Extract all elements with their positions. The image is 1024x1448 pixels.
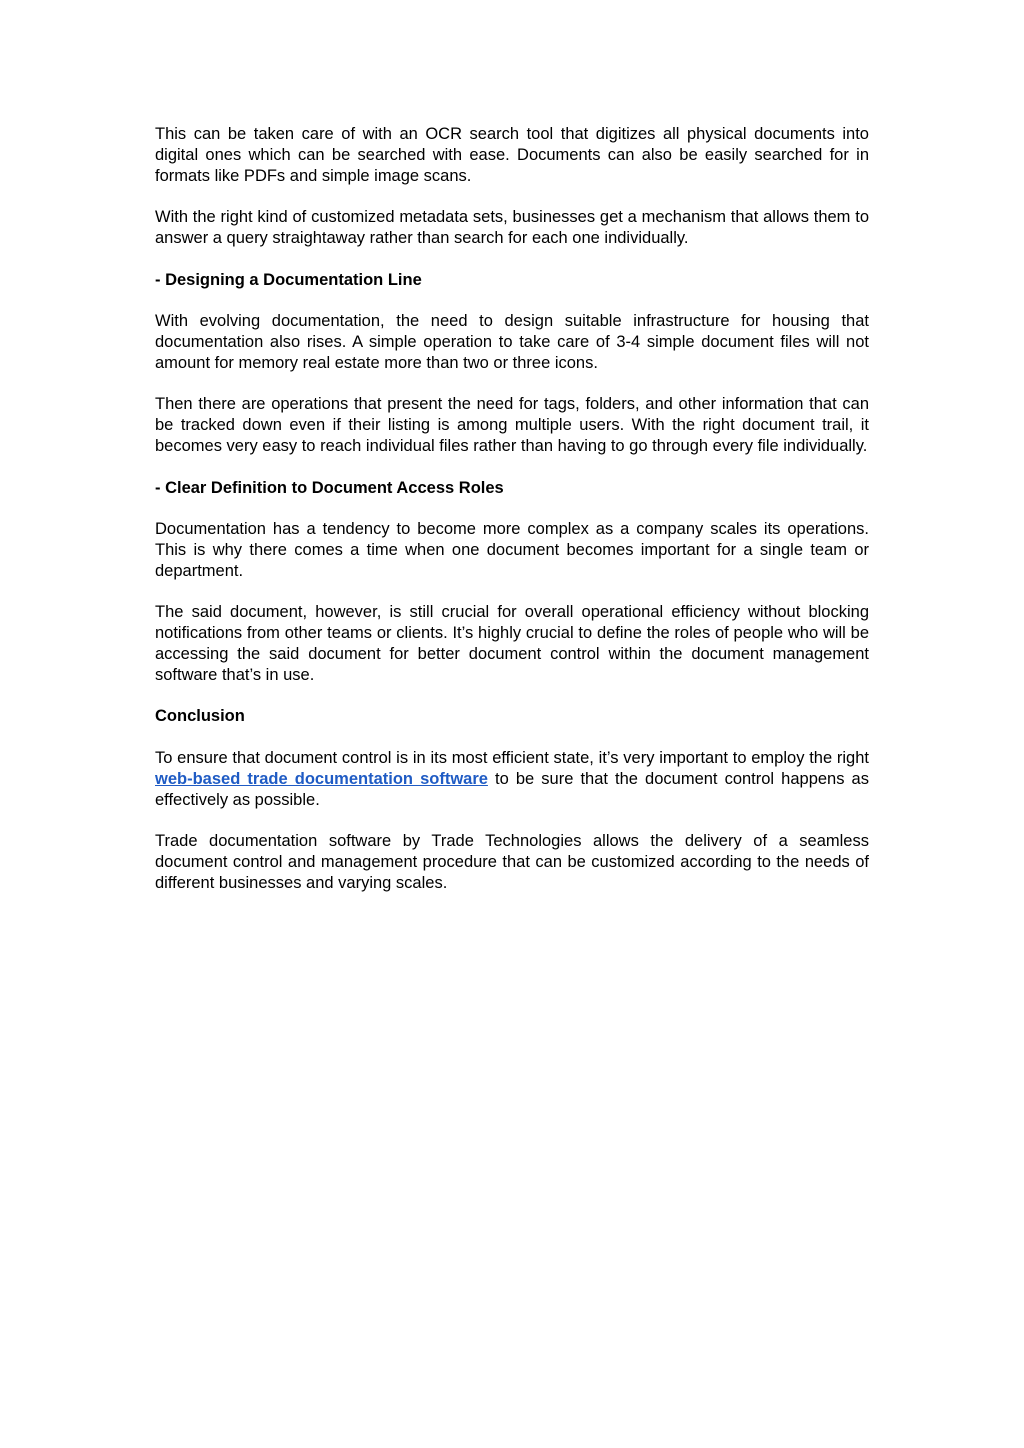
paragraph-trade-technologies: Trade documentation software by Trade Technologies allows the delivery of a seamless document control and management procedure that can be customized according to the needs of different businesses and varying scales. — [155, 832, 869, 892]
heading-document-access-roles: - Clear Definition to Document Access Roles — [155, 478, 504, 497]
paragraph-tags-folders: Then there are operations that present the need for tags, folders, and other information that can be tracked down even if their listing is among multiple users. With the right document trail, it becomes very easy to reach individual files rather than having to go through every file individually. — [155, 395, 869, 455]
paragraph-said-document: The said document, however, is still crucial for overall operational efficiency without blocking notifications from other teams or clients. It’s highly crucial to define the roles of people who will be accessing the said document for better document control within the document management software that’s in use. — [155, 603, 869, 684]
paragraph-ocr-search: This can be taken care of with an OCR search tool that digitizes all physical documents into digital ones which can be searched with ease. Documents can also be easily searched for in formats like PDFs and simple image scans. — [155, 125, 869, 185]
paragraph-evolving-documentation: With evolving documentation, the need to design suitable infrastructure for housing that documentation also rises. A simple operation to take care of 3-4 simple document files will not amount for memory real estate more than two or three icons. — [155, 312, 869, 372]
paragraph-complexity: Documentation has a tendency to become more complex as a company scales its operations. This is why there comes a time when one document becomes important for a single team or department. — [155, 520, 869, 580]
conclusion-text-before: To ensure that document control is in its most efficient state, it’s very important to employ the right — [155, 748, 869, 767]
paragraph-conclusion-link — [155, 748, 869, 810]
paragraph-metadata-sets: With the right kind of customized metadata sets, businesses get a mechanism that allows them to answer a query straightaway rather than search for each one individually. — [155, 208, 869, 247]
conclusion-text-after: to be sure that the document control happens as effectively as possible. — [155, 769, 869, 809]
trade-documentation-software-link[interactable]: web-based trade documentation software — [155, 769, 488, 788]
document-body — [155, 124, 869, 914]
heading-conclusion: Conclusion — [155, 707, 245, 726]
heading-designing-documentation-line: - Designing a Documentation Line — [155, 270, 422, 289]
